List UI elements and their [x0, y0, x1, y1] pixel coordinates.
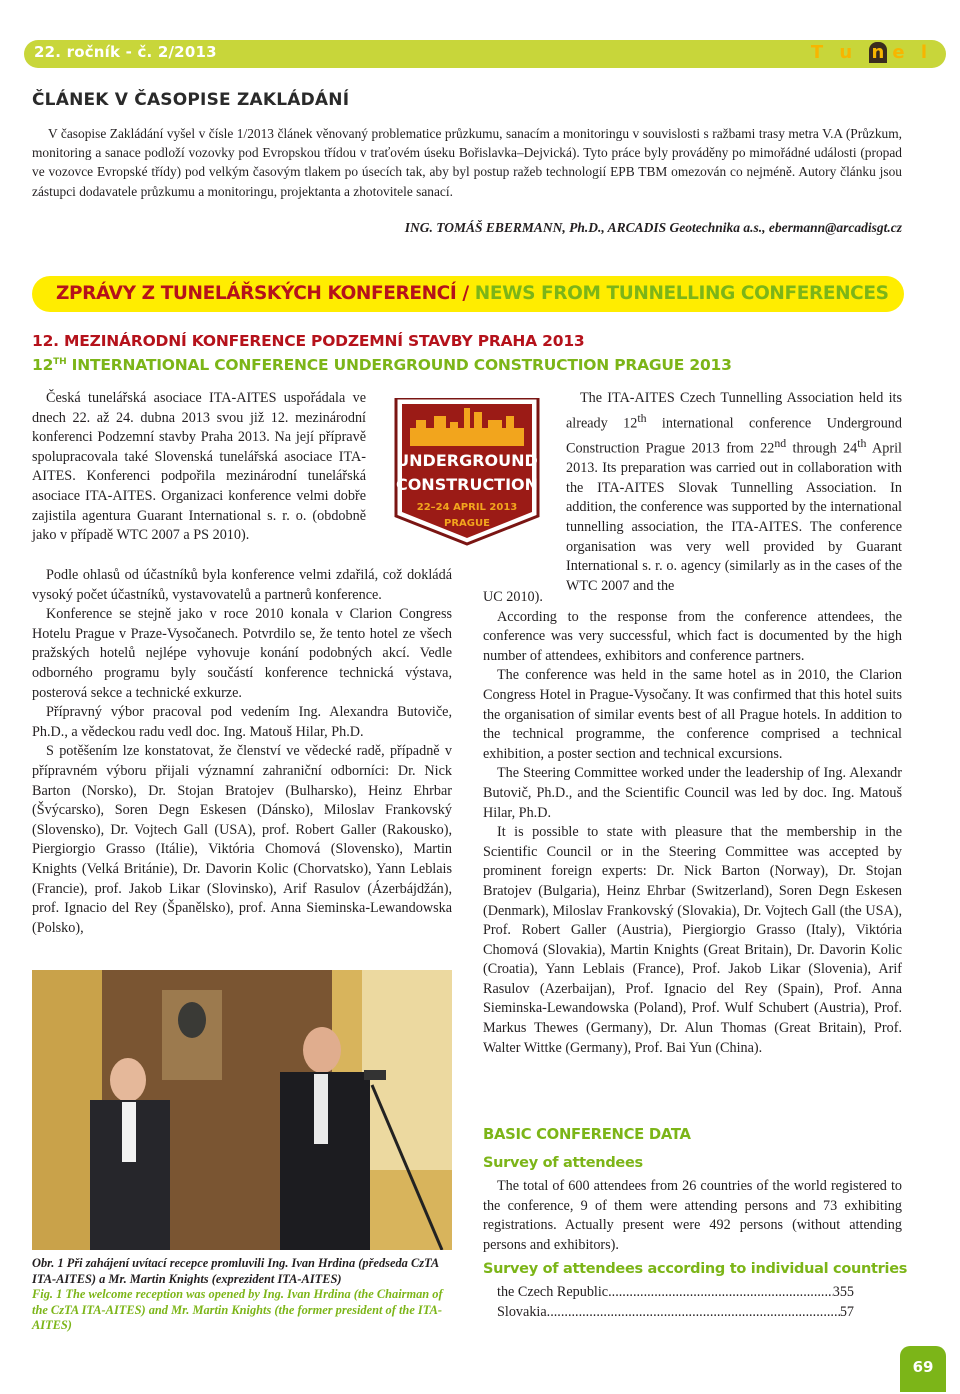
en-column: [483, 588, 902, 1058]
survey-text-block: [483, 1177, 902, 1255]
country-value: 355: [832, 1284, 854, 1300]
en-paragraph: [566, 389, 902, 596]
reception-photo: [32, 970, 452, 1250]
en-sup: th: [637, 410, 647, 425]
en-text-part: through 24: [786, 440, 858, 457]
banner-title-cz: ZPRÁVY Z TUNELÁŘSKÝCH KONFERENCÍ /: [56, 283, 469, 304]
dot-leader: [547, 1303, 840, 1323]
article-section-body: [32, 124, 902, 201]
conference-title-cz: 12. MEZINÁRODNÍ KONFERENCE PODZEMNÍ STAVBY PRAHA 2013: [32, 332, 585, 350]
cz-paragraph: S potěšením lze konstatovat, že členství ve vědecké radě, případně v přípravném výboru přijali významní zahraniční odborníci: Dr. Nick Barton (Norsko), Dr. Stojan Bratojev (Bulharsko), Heinz Ehrbar (Švýcarsko), Soren Degn Eskesen (Dánsko), Miloslav Frankovský (Slovensko), Dr. Vojtech Gall (USA), prof. Robert Galler (Rakousko), Piergiorgio Grasso (Itálie), Viktória Chomová (Slovensko), Martin Knights (Velká Británie), Dr. Davorin Kolic (Chorvatsko), Yann Leblais (Francie), prof. Jakob Likar (Slovinsko), Arif Rasulov (Ázerbájdžán), prof. Ignacio del Rey (Španělsko), prof. Anna Sieminska-Lewandowska (Polsko),: [32, 743, 452, 936]
title-sup: TH: [53, 356, 67, 367]
page-header-bar: [24, 40, 946, 68]
figure-caption: [32, 1256, 452, 1334]
cz-paragraph: Přípravný výbor pracoval pod vedením Ing. Alexandra Butoviče, Ph.D., a vědeckou radu vedl doc. Ing. Matouš Hilar, Ph.D.: [32, 704, 452, 740]
caption-en: Fig. 1 The welcome reception was opened by Ing. Ivan Hrdina (the Chairman of the CzTA ITA-AITES) and Mr. Martin Knights (the former president of the ITA-AITES): [32, 1287, 443, 1333]
logo-line1: UNDERGROUND: [396, 451, 538, 470]
survey-heading: Survey of attendees: [483, 1155, 643, 1171]
news-banner: [32, 276, 904, 312]
cz-column: [32, 566, 452, 938]
countries-heading: Survey of attendees according to individual countries: [483, 1261, 908, 1277]
country-row: [497, 1283, 854, 1303]
logo-line3: 22–24 APRIL 2013: [416, 502, 518, 513]
cz-paragraph: Podle ohlasů od účastníků byla konference velmi zdařilá, což dokládá vysoký počet účastníků, vystavovatelů a partnerů konference.: [32, 567, 452, 603]
title-number: 12: [32, 356, 54, 374]
en-text-part: international conference Underground Construction Prague 2013 from 22: [566, 415, 902, 457]
en-text-part: April 2013. Its preparation was carried out in collaboration with the ITA-AITES Slovak Tunnelling Association. In addition, the conference was supported by the international tunnelling association, the ITA-AITES. The conference organisation was very well provided by Guarant International s. r. o. agency (similarly as in the cases of the WTC 2007 and the: [566, 440, 902, 594]
logo-line4: PRAGUE: [444, 518, 490, 529]
en-column-top: [566, 389, 902, 596]
survey-text: The total of 600 attendees from 26 countries of the world registered to the conference, 9 of them were attending persons and 73 exhibiting registrations. Actually present were 492 persons (without attending persons and exhibitors).: [483, 1178, 902, 1253]
country-value: 57: [839, 1304, 854, 1320]
en-paragraph: According to the response from the conference attendees, the conference was very successful, which fact is documented by the high number of attendees, exhibitors and conference partners.: [483, 608, 902, 664]
conference-logo-image: [388, 398, 546, 546]
cz-paragraph: Konference se stejně jako v roce 2010 konala v Clarion Congress Hotelu Prague v Praze-Vysočanech. Potvrdilo se, že tento hotel ze všech pražských hotelů nejlépe vyhovuje konání podobných akcí. Vedle odborného programu byly součástí konference technická výstava, posterová sekce a technické exkurze.: [32, 606, 452, 701]
page-number-badge: [900, 1346, 946, 1392]
en-paragraph: The Steering Committee worked under the leadership of Ing. Alexandr Butovič, Ph.D., and the Scientific Council was led by doc. Ing. Matouš Hilar, Ph.D.: [483, 765, 902, 821]
country-row: [497, 1303, 854, 1323]
page-number: 69: [912, 1358, 934, 1376]
article-section-title: ČLÁNEK V ČASOPISE ZAKLÁDÁNÍ: [32, 90, 350, 110]
cz-paragraph: Česká tunelářská asociace ITA-AITES uspořádala ve dnech 22. až 24. dubna 2013 svou již 12. mezinárodní konferenci Podzemní stavby Praha 2013. Na její přípravě spolupracovala také Slovenská tunelářská asociace ITA-AITES. Konferenci podpořila mezinárodní tunelářská asociace ITA-AITES. Organizaci konference velmi dobře zajistila agentura Guarant International s. r. o. (obdobně jako v případě WTC 2007 a PS 2010).: [32, 390, 366, 544]
title-rest: INTERNATIONAL CONFERENCE UNDERGROUND CONSTRUCTION PRAGUE 2013: [66, 356, 732, 374]
basic-data-heading: BASIC CONFERENCE DATA: [483, 1126, 691, 1143]
cz-column-top: [32, 389, 366, 546]
article-paragraph: V časopise Zakládání vyšel v čísle 1/2013 článek věnovaný problematice průzkumu, sanacím a monitoringu v souvislosti s ražbami trasy metra V.A (Průzkum, monitoring a sanace podloží vozovky pod Evropskou třídou v traťovém úseku Bořislavka–Dejvická). Tyto práce byly prováděny po mimořádné události (propad ve vozovce Evropské třídy) pod velkým časovým tlakem po úsecích tak, aby byl postup ražeb technologií EPB TBM omezován co nejméně. Autory článku jsou zástupci dodavatele průzkumu a monitoringu, projektanta a zhotovitele sanací.: [32, 126, 902, 199]
tunel-logo: T u n e l: [810, 42, 932, 63]
country-name: Slovakia: [497, 1304, 547, 1320]
caption-cz: Obr. 1 Při zahájení uvítací recepce promluvili Ing. Ivan Hrdina (předseda CzTA ITA-AITES) a Mr. Martin Knights (exprezident ITA-AITES): [32, 1256, 439, 1286]
en-sup: th: [857, 435, 867, 450]
en-sup: nd: [774, 435, 787, 450]
dot-leader: [608, 1283, 833, 1303]
en-paragraph: The conference was held in the same hotel as in 2010, the Clarion Congress Hotel in Prague-Vysočany. It was confirmed that this hotel suits the organisation of similar events best of all Prague hotels. In addition to the technical programme, the conference comprised a technical exhibition, a poster section and technical excursions.: [483, 667, 902, 762]
en-paragraph: It is possible to state with pleasure that the membership in the Scientific Council or in the Steering Committee was accepted by prominent foreign experts: Dr. Nick Barton (Norway), Dr. Stojan Bratojev (Bulgaria), Heinz Ehrbar (Switzerland), Soren Degn Eskesen (Denmark), Miloslav Frankovský (Slovakia), Dr. Vojtech Gall (the USA), Prof. Robert Galler (Austria), Piergiorgio Grasso (Italy), Viktória Chomová (Slovakia), Martin Knights (Great Britain), Dr. Davorin Kolic (Croatia), Yann Leblais (France), Prof. Jakob Likar (Slovenia), Arif Rasulov (Azerbaijan), Prof. Ignacio del Rey (Spain), Prof. Anna Sieminska-Lewandowska (Poland), Prof. Wulf Schubert (Austria), Prof. Markus Thewes (Germany), Dr. Alun Thomas (Great Britain), Prof. Walter Wittke (Germany), Prof. Bai Yun (China).: [483, 824, 902, 1056]
conference-title-en: [32, 356, 732, 374]
logo-line2: CONSTRUCTION: [395, 475, 539, 494]
en-text-part: The ITA-AITES Czech Tunnelling Association held its already 12: [566, 390, 902, 432]
en-paragraph: UC 2010).: [483, 589, 543, 605]
banner-title-en: NEWS FROM TUNNELLING CONFERENCES: [474, 283, 889, 304]
article-author: ING. TOMÁŠ EBERMANN, Ph.D., ARCADIS Geotechnika a.s., ebermann@arcadisgt.cz: [404, 220, 902, 235]
country-name: the Czech Republic: [497, 1284, 609, 1300]
issue-label: 22. ročník - č. 2/2013: [34, 43, 217, 61]
